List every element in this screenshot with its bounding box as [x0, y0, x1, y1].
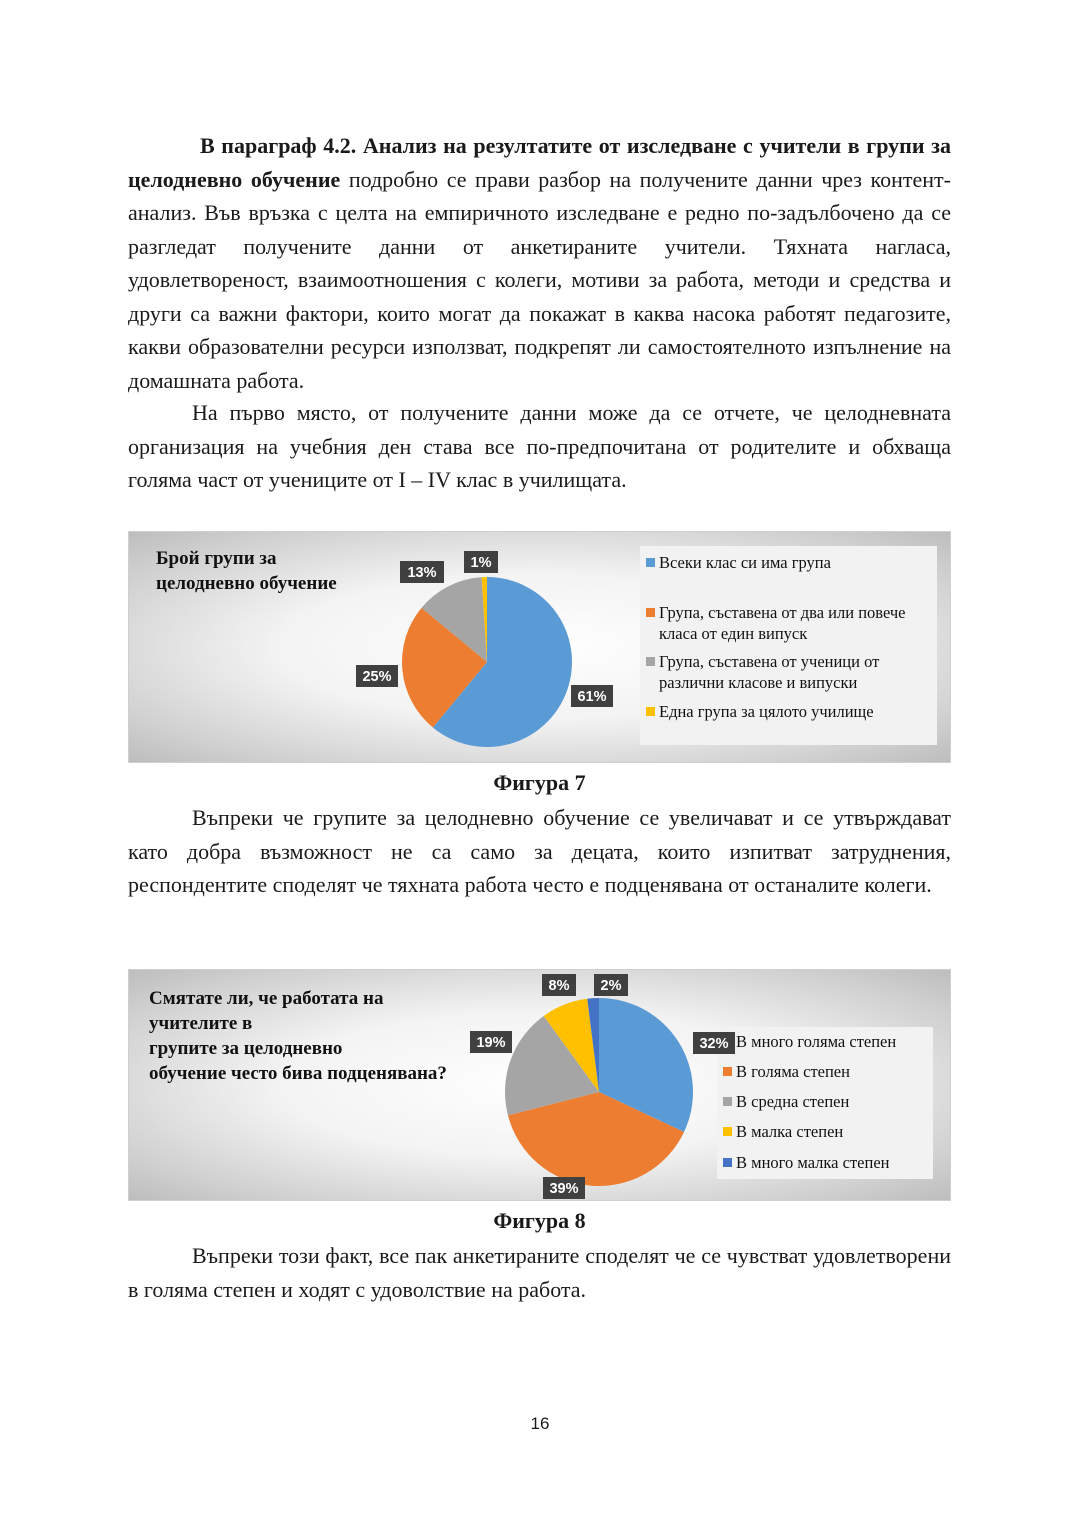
pie-data-label [470, 1031, 512, 1053]
paragraph-first-place: На първо място, от получените данни може да се отчете, че целодневната организация на учебния ден става все по-предпочитана от родителите и обхваща голяма част от учениците от I – IV клас в училищата. [128, 400, 951, 492]
pie-data-label [571, 685, 613, 707]
legend-label: Група, съставена от ученици от различни класове и випуски [659, 652, 880, 692]
legend-item [646, 651, 933, 693]
pie-data-label [594, 974, 628, 996]
paragraph-intro-bold-2: групи за целодневно обучение [128, 133, 951, 192]
legend-key-icon [646, 707, 655, 716]
pie-label-text: 39% [549, 1181, 579, 1197]
pie-label-text: 32% [699, 1036, 729, 1052]
figure-7-caption: Фигура 7 [493, 770, 586, 795]
chart-8-title-line-1: Смятате ли, че работата на [149, 988, 384, 1009]
legend-label: В средна степен [736, 1092, 850, 1111]
legend-label: В много голяма степен [736, 1032, 897, 1051]
pie-data-label [356, 665, 398, 687]
pie-label-text: 2% [600, 978, 622, 994]
page-number: 16 [530, 1414, 550, 1433]
legend-item [646, 701, 933, 722]
paragraph-satisfaction: Въпреки този факт, все пак анкетираните споделят че се чувстват удовлетворени в голяма степен и ходят с удоволствие на работа. [128, 1243, 951, 1302]
pie-label-text: 8% [548, 978, 570, 994]
chart-8-title-line-2: учителите в [149, 1013, 253, 1034]
pie-label-text: 25% [362, 669, 392, 685]
paragraph-intro-bold-1: В параграф 4.2. Анализ на резултатите от изследване с учители в [200, 133, 860, 158]
pie-label-text: 61% [577, 689, 607, 705]
legend-label: Група, съставена от два или повече класа от един випуск [659, 603, 906, 643]
legend-item [646, 552, 933, 573]
paragraph-groups: Въпреки че групите за целодневно обучение се увеличават и се утвърждават като добра възможност не са само за децата, които изпитват затруднения, респондентите споделят че тяхната работа често е подценявана от останалите колеги. [128, 805, 951, 897]
legend-key-icon [646, 608, 655, 617]
chart-figure-7 [128, 531, 951, 763]
pie-data-label [543, 1177, 585, 1199]
pie-data-label [464, 551, 498, 573]
pie-data-label [400, 561, 444, 583]
legend-label: В малка степен [736, 1122, 844, 1141]
legend-item [646, 602, 933, 644]
paragraph-intro-text: подробно се прави разбор на получените данни чрез контент-анализ. Във връзка с целта на емпиричното изследване е редно по-задълбочено да се разгледат получените данни от анкетираните учители. Тяхната нагласа, удовлетвореност, взаимоотношения с колеги, мотиви за работа, методи и средства и други са важни фактори, които могат да покажат в каква насока работят педагозите, какви образователни ресурси използват, подкрепят ли самостоятелното изпълнение на домашната работа. [128, 166, 951, 393]
paragraph-intro [128, 129, 951, 397]
chart-figure-8 [128, 969, 951, 1201]
chart-8-title-line-3: групите за целодневно [149, 1038, 343, 1059]
chart-8-title-line-4: обучение често бива подценявана? [149, 1063, 447, 1084]
legend-label: В голяма степен [736, 1062, 850, 1081]
legend-label: В много малка степен [736, 1153, 890, 1172]
pie-label-text: 19% [476, 1035, 506, 1051]
legend-label: Всеки клас си има група [659, 553, 831, 572]
chart-7-title-line-1: Брой групи за [156, 548, 277, 569]
pie-label-text: 13% [407, 565, 437, 581]
pie-data-label [542, 974, 576, 996]
legend-label: Една група за цялото училище [659, 702, 874, 721]
figure-8-caption: Фигура 8 [493, 1208, 586, 1233]
chart-7-title-line-2: целодневно обучение [156, 573, 337, 594]
pie-data-label [693, 1032, 735, 1054]
legend-key-icon [646, 657, 655, 666]
pie-label-text: 1% [470, 555, 492, 571]
chart-7-legend [640, 546, 937, 745]
chart-8-pie [129, 970, 952, 1202]
legend-key-icon [646, 558, 655, 567]
